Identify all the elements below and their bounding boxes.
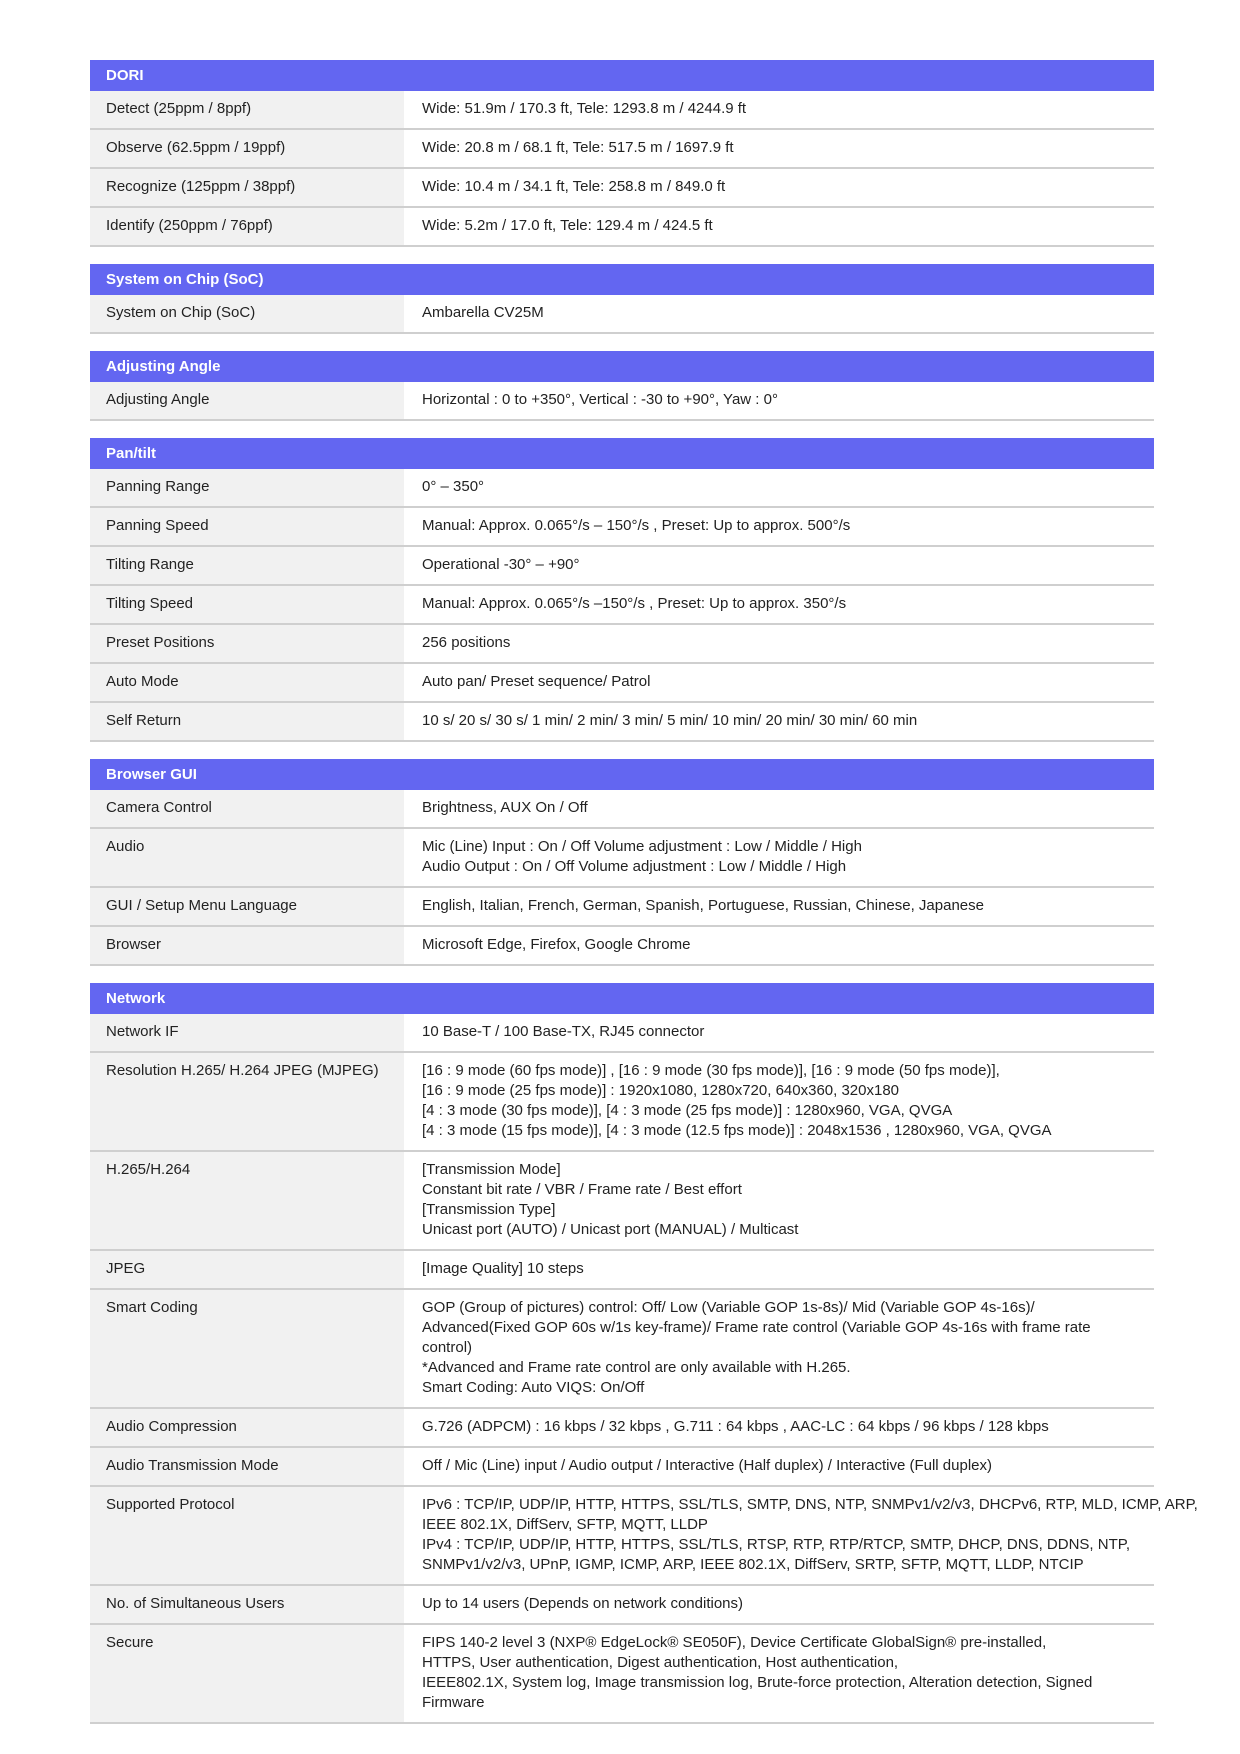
spec-value-line: English, Italian, French, German, Spanish, Portuguese, Russian, Chinese, Japanese (422, 897, 984, 914)
spec-value-line: control) (422, 1339, 473, 1356)
spec-value (406, 829, 1154, 886)
spec-row (90, 208, 1154, 247)
spec-section-adjusting-angle (90, 351, 1154, 421)
spec-value-line: Brightness, AUX On / Off (422, 799, 588, 816)
spec-value (406, 1290, 1154, 1407)
spec-label: Panning Speed (90, 508, 406, 545)
spec-section-network (90, 983, 1198, 1724)
spec-label: Audio (90, 829, 406, 886)
spec-value-line: Microsoft Edge, Firefox, Google Chrome (422, 936, 691, 953)
spec-value-line: SNMPv1/v2/v3, UPnP, IGMP, ICMP, ARP, IEEE 802.1X, DiffServ, SRTP, SFTP, MQTT, LLDP, NTCIP (422, 1556, 1084, 1573)
spec-value-line: [4 : 3 mode (15 fps mode)], [4 : 3 mode (12.5 fps mode)] : 2048x1536 , 1280x960, VGA, QVGA (422, 1122, 1052, 1139)
spec-label: JPEG (90, 1251, 406, 1288)
spec-label: Supported Protocol (90, 1487, 406, 1584)
spec-row (90, 508, 1154, 547)
spec-value (406, 208, 1154, 245)
spec-value (406, 382, 1154, 419)
spec-row (90, 1053, 1154, 1152)
spec-row (90, 888, 1154, 927)
spec-value-line: Wide: 51.9m / 170.3 ft, Tele: 1293.8 m / 4244.9 ft (422, 100, 747, 117)
spec-value-line: Operational -30° – +90° (422, 556, 580, 573)
spec-row (90, 1251, 1154, 1290)
spec-value (406, 586, 1154, 623)
section-header: Pan/tilt (90, 438, 1154, 469)
spec-value-line: Manual: Approx. 0.065°/s –150°/s , Preset: Up to approx. 350°/s (422, 595, 847, 612)
spec-row (90, 1290, 1154, 1409)
spec-value-line: [Transmission Mode] (422, 1161, 561, 1178)
section-header: Adjusting Angle (90, 351, 1154, 382)
spec-label: No. of Simultaneous Users (90, 1586, 406, 1623)
spec-value-line: Wide: 20.8 m / 68.1 ft, Tele: 517.5 m / 1697.9 ft (422, 139, 734, 156)
spec-value-line: Wide: 5.2m / 17.0 ft, Tele: 129.4 m / 424.5 ft (422, 217, 713, 234)
spec-value-line: 10 s/ 20 s/ 30 s/ 1 min/ 2 min/ 3 min/ 5 min/ 10 min/ 20 min/ 30 min/ 60 min (422, 712, 918, 729)
spec-row (90, 130, 1154, 169)
spec-row (90, 169, 1154, 208)
spec-label: Adjusting Angle (90, 382, 406, 419)
spec-value (406, 1053, 1154, 1150)
spec-row (90, 703, 1154, 742)
spec-value-line: Constant bit rate / VBR / Frame rate / Best effort (422, 1181, 742, 1198)
spec-value-line: FIPS 140-2 level 3 (NXP® EdgeLock® SE050F), Device Certificate GlobalSign® pre-installed, (422, 1634, 1047, 1651)
spec-value-line: Unicast port (AUTO) / Unicast port (MANUAL) / Multicast (422, 1221, 799, 1238)
spec-label: Auto Mode (90, 664, 406, 701)
section-header: System on Chip (SoC) (90, 264, 1154, 295)
spec-value-line: Horizontal : 0 to +350°, Vertical : -30 to +90°, Yaw : 0° (422, 391, 778, 408)
spec-row (90, 1586, 1154, 1625)
spec-label: Observe (62.5ppm / 19ppf) (90, 130, 406, 167)
spec-value (406, 169, 1154, 206)
spec-section-dori (90, 60, 1154, 247)
spec-value-line: Wide: 10.4 m / 34.1 ft, Tele: 258.8 m / 849.0 ft (422, 178, 726, 195)
spec-label: Preset Positions (90, 625, 406, 662)
spec-label: Detect (25ppm / 8ppf) (90, 91, 406, 128)
spec-label: Audio Transmission Mode (90, 1448, 406, 1485)
spec-value (406, 664, 1154, 701)
spec-value (406, 508, 1154, 545)
spec-row (90, 547, 1154, 586)
section-header: Network (90, 983, 1154, 1014)
spec-value-line: HTTPS, User authentication, Digest authentication, Host authentication, (422, 1654, 899, 1671)
spec-row (90, 91, 1154, 130)
spec-row (90, 1014, 1154, 1053)
spec-label: Secure (90, 1625, 406, 1722)
spec-value-line: [4 : 3 mode (30 fps mode)], [4 : 3 mode (25 fps mode)] : 1280x960, VGA, QVGA (422, 1102, 953, 1119)
spec-value-line: IEEE802.1X, System log, Image transmission log, Brute-force protection, Alteration detection, Signed (422, 1674, 1093, 1691)
spec-value-line: 10 Base-T / 100 Base-TX, RJ45 connector (422, 1023, 705, 1040)
spec-row (90, 927, 1154, 966)
spec-value (406, 130, 1154, 167)
spec-label: Tilting Speed (90, 586, 406, 623)
spec-label: Audio Compression (90, 1409, 406, 1446)
spec-row (90, 625, 1154, 664)
spec-label: Smart Coding (90, 1290, 406, 1407)
spec-row (90, 1409, 1154, 1448)
spec-value-line: Mic (Line) Input : On / Off Volume adjustment : Low / Middle / High (422, 838, 862, 855)
spec-value-line: 0° – 350° (422, 478, 485, 495)
spec-label: H.265/H.264 (90, 1152, 406, 1249)
spec-sheet (90, 60, 1198, 1741)
spec-value-line: Up to 14 users (Depends on network conditions) (422, 1595, 744, 1612)
spec-value-line: GOP (Group of pictures) control: Off/ Low (Variable GOP 1s-8s)/ Mid (Variable GOP 4s-16s)/ (422, 1299, 1035, 1316)
spec-value-line: Ambarella CV25M (422, 304, 544, 321)
spec-value-line: Off / Mic (Line) input / Audio output / Interactive (Half duplex) / Interactive (Full duplex) (422, 1457, 992, 1474)
spec-value (406, 927, 1154, 964)
spec-value-line: [16 : 9 mode (25 fps mode)] : 1920x1080, 1280x720, 640x360, 320x180 (422, 1082, 900, 1099)
spec-value-line: Auto pan/ Preset sequence/ Patrol (422, 673, 651, 690)
spec-label: Panning Range (90, 469, 406, 506)
spec-value (406, 1152, 1154, 1249)
spec-value (406, 1251, 1154, 1288)
spec-value-line: [Transmission Type] (422, 1201, 556, 1218)
spec-label: Recognize (125ppm / 38ppf) (90, 169, 406, 206)
spec-row (90, 469, 1154, 508)
spec-value-line: Audio Output : On / Off Volume adjustment : Low / Middle / High (422, 858, 847, 875)
spec-value (406, 1586, 1154, 1623)
spec-value-line: IEEE 802.1X, DiffServ, SFTP, MQTT, LLDP (422, 1516, 708, 1533)
spec-value (406, 1409, 1154, 1446)
spec-label: System on Chip (SoC) (90, 295, 406, 332)
spec-value-line: Advanced(Fixed GOP 60s w/1s key-frame)/ Frame rate control (Variable GOP 4s-16s with frame rate (422, 1319, 1091, 1336)
spec-value (406, 1487, 1210, 1584)
spec-row (90, 790, 1154, 829)
spec-value-line: [Image Quality] 10 steps (422, 1260, 584, 1277)
spec-row (90, 1625, 1154, 1724)
spec-row (90, 382, 1154, 421)
spec-value-line: IPv4 : TCP/IP, UDP/IP, HTTP, HTTPS, SSL/TLS, RTSP, RTP, RTP/RTCP, SMTP, DHCP, DNS, DDNS, NTP, (422, 1536, 1131, 1553)
spec-value (406, 1448, 1154, 1485)
spec-value-line: Manual: Approx. 0.065°/s – 150°/s , Preset: Up to approx. 500°/s (422, 517, 851, 534)
spec-value-line: [16 : 9 mode (60 fps mode)] , [16 : 9 mode (30 fps mode)], [16 : 9 mode (50 fps mode)], (422, 1062, 1000, 1079)
spec-value-line: Firmware (422, 1694, 485, 1711)
spec-value-line: 256 positions (422, 634, 511, 651)
spec-value (406, 469, 1154, 506)
spec-section-system-on-chip-soc (90, 264, 1154, 334)
spec-row (90, 1448, 1154, 1487)
spec-value-line: G.726 (ADPCM) : 16 kbps / 32 kbps , G.711 : 64 kbps , AAC-LC : 64 kbps / 96 kbps / 128 kbps (422, 1418, 1049, 1435)
section-header: DORI (90, 60, 1154, 91)
spec-label: Camera Control (90, 790, 406, 827)
spec-label: Tilting Range (90, 547, 406, 584)
spec-row (90, 1152, 1154, 1251)
section-header: Browser GUI (90, 759, 1154, 790)
spec-label: GUI / Setup Menu Language (90, 888, 406, 925)
spec-row (90, 664, 1154, 703)
spec-value (406, 1014, 1154, 1051)
spec-value (406, 91, 1154, 128)
spec-value (406, 790, 1154, 827)
spec-value (406, 625, 1154, 662)
spec-row (90, 1487, 1198, 1586)
spec-value (406, 1625, 1154, 1722)
spec-value (406, 547, 1154, 584)
spec-section-browser-gui (90, 759, 1154, 966)
spec-label: Identify (250ppm / 76ppf) (90, 208, 406, 245)
spec-value-line: Smart Coding: Auto VIQS: On/Off (422, 1379, 645, 1396)
spec-label: Network IF (90, 1014, 406, 1051)
spec-value-line: *Advanced and Frame rate control are only available with H.265. (422, 1359, 851, 1376)
spec-label: Resolution H.265/ H.264 JPEG (MJPEG) (90, 1053, 406, 1150)
spec-label: Browser (90, 927, 406, 964)
spec-row (90, 295, 1154, 334)
spec-value (406, 295, 1154, 332)
spec-value-line: IPv6 : TCP/IP, UDP/IP, HTTP, HTTPS, SSL/TLS, SMTP, DNS, NTP, SNMPv1/v2/v3, DHCPv6, RTP, MLD, ICMP, ARP, (422, 1496, 1198, 1513)
spec-label: Self Return (90, 703, 406, 740)
spec-section-pan-tilt (90, 438, 1154, 742)
spec-value (406, 703, 1154, 740)
spec-value (406, 888, 1154, 925)
spec-row (90, 586, 1154, 625)
spec-row (90, 829, 1154, 888)
